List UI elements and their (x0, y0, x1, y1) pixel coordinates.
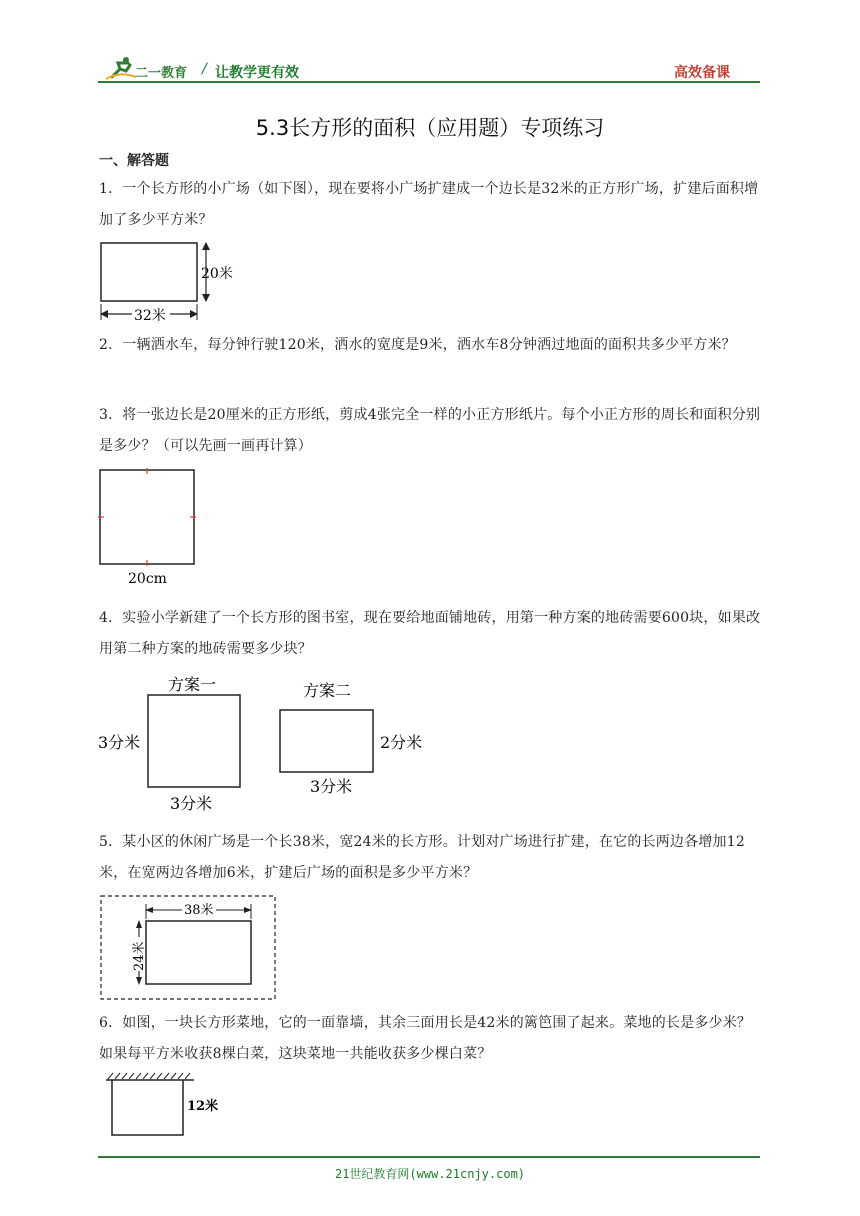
figure-5-length-label: 38米 (184, 903, 214, 918)
section-heading: 一、解答题 (99, 153, 169, 169)
figure-3-square (98, 468, 198, 588)
figure-5-width-label: 24米 (132, 941, 147, 971)
plan-2-side-label: 2分米 (380, 733, 423, 752)
plan-2-label: 方案二 (303, 681, 352, 700)
figure-1-width-label: 32米 (134, 308, 166, 324)
figure-3-side-label: 20cm (128, 571, 167, 587)
plan-1-bottom-label: 3分米 (170, 794, 213, 813)
question-5: 5．某小区的休闲广场是一个长38米，宽24米的长方形。计划对广场进行扩建，在它的长两边各增加12米，在宽两边各增加6米，扩建后广场的面积是多少平方米？ (99, 834, 745, 881)
question-6: 6．如图，一块长方形菜地，它的一面靠墙，其余三面用长是42米的篱笆围了起来。菜地的长是多少米？如果每平方米收获8棵白菜，这块菜地一共能收获多少棵白菜？ (99, 1015, 752, 1062)
figure-5-plaza (98, 893, 280, 1003)
figure-6-garden (98, 1070, 228, 1140)
figure-6-height-label: 12米 (187, 1099, 219, 1114)
page-title: 5.3长方形的面积（应用题）专项练习 (255, 116, 605, 140)
figure-4-plans (98, 672, 438, 817)
header-divider (98, 81, 760, 83)
runner-logo-icon (104, 55, 138, 81)
question-1: 1．一个长方形的小广场（如下图），现在要将小广场扩建成一个边长是32米的正方形广场，扩建后面积增加了多少平方米？ (99, 181, 759, 228)
logo-text: 二一教育 (135, 66, 188, 81)
figure-1-height-label: 20米 (201, 266, 233, 282)
plan-1-side-label: 3分米 (98, 733, 141, 752)
question-4: 4．实验小学新建了一个长方形的图书室，现在要给地面铺地砖，用第一种方案的地砖需要600块，如果改用第二种方案的地砖需要多少块？ (99, 610, 761, 657)
question-3: 3．将一张边长是20厘米的正方形纸，剪成4张完全一样的小正方形纸片。每个小正方形的周长和面积分别是多少？（可以先画一画再计算） (99, 407, 761, 454)
question-2: 2．一辆洒水车，每分钟行驶120米，洒水的宽度是9米，洒水车8分钟洒过地面的面积共多少平方米？ (99, 337, 736, 353)
header-separator: / (202, 61, 207, 77)
header-right-label: 高效备课 (674, 65, 730, 81)
header-slogan: 让教学更有效 (215, 65, 299, 81)
figure-1-rectangle (98, 238, 248, 326)
plan-1-label: 方案一 (168, 675, 217, 694)
plan-2-bottom-label: 3分米 (310, 777, 353, 796)
footer-divider (98, 1156, 760, 1158)
footer-text: 21世纪教育网(www.21cnjy.com) (334, 1167, 526, 1181)
